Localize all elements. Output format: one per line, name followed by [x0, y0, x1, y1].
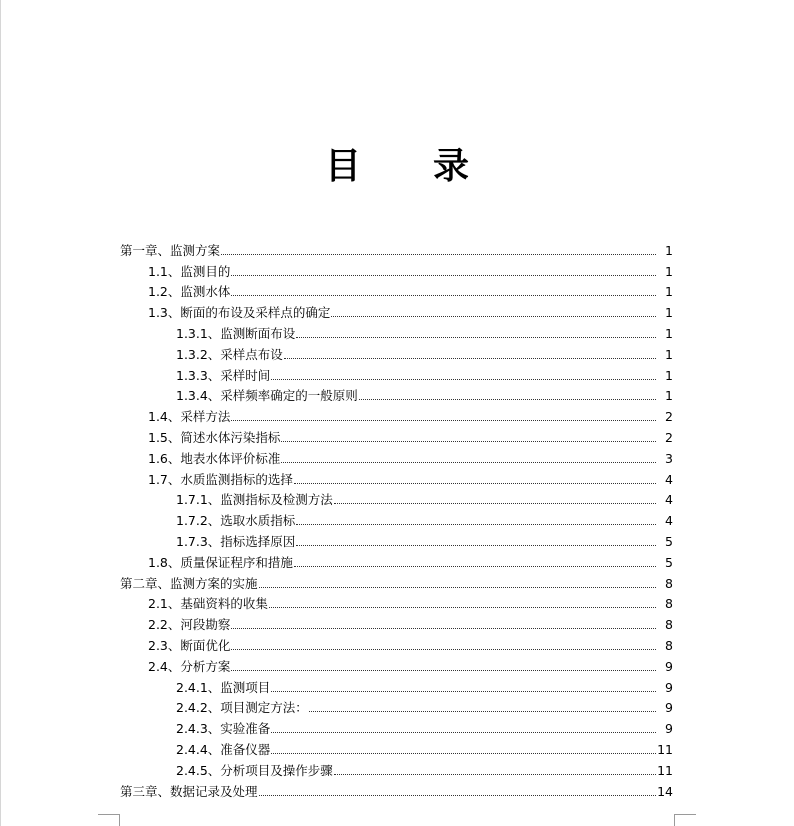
toc-page-number: 1 [665, 242, 673, 258]
toc-entry-text: 1.5、简述水体污染指标 [148, 429, 281, 445]
toc-entry[interactable] [0, 362, 794, 383]
toc-page-number: 5 [665, 533, 673, 549]
toc-entry-text: 2.4.1、监测项目 [176, 679, 271, 695]
toc-entry[interactable] [0, 549, 794, 570]
toc-entry-text: 第二章、监测方案的实施 [120, 575, 258, 591]
toc-dot-leader [231, 295, 656, 296]
toc-entry[interactable] [0, 611, 794, 632]
toc-title [0, 138, 794, 189]
toc-page-number: 11 [657, 741, 673, 757]
toc-dot-leader [231, 649, 656, 650]
toc-page-number: 8 [665, 637, 673, 653]
toc-entry[interactable] [0, 570, 794, 591]
toc-dot-leader [259, 795, 656, 796]
toc-page-number: 11 [657, 762, 673, 778]
toc-entry-text: 1.1、监测目的 [148, 263, 231, 279]
toc-page-number: 14 [657, 783, 673, 799]
toc-page-number: 5 [665, 554, 673, 570]
toc-dot-leader [296, 545, 656, 546]
toc-page-number: 1 [665, 367, 673, 383]
toc-title-char-1: 目 [324, 145, 361, 187]
toc-page-number: 4 [665, 471, 673, 487]
toc-dot-leader [284, 358, 656, 359]
toc-entry-text: 2.4.5、分析项目及操作步骤 [176, 762, 333, 778]
toc-entry[interactable] [0, 757, 794, 778]
toc-list [0, 237, 794, 799]
toc-entry[interactable] [0, 320, 794, 341]
toc-dot-leader [294, 483, 656, 484]
toc-dot-leader [271, 753, 656, 754]
toc-page-number: 2 [665, 409, 673, 425]
toc-entry-text: 2.1、基础资料的收集 [148, 596, 268, 612]
toc-dot-leader [296, 337, 656, 338]
toc-page-number: 1 [665, 305, 673, 321]
toc-dot-leader [231, 670, 656, 671]
toc-page-number: 1 [665, 263, 673, 279]
toc-dot-leader [271, 732, 656, 733]
toc-entry[interactable] [0, 403, 794, 424]
toc-entry-text: 1.4、采样方法 [148, 409, 231, 425]
toc-dot-leader [281, 441, 656, 442]
toc-entry[interactable] [0, 383, 794, 404]
toc-dot-leader [281, 462, 656, 463]
toc-entry[interactable] [0, 258, 794, 279]
toc-dot-leader [269, 607, 656, 608]
toc-entry-text: 第一章、监测方案 [120, 242, 221, 258]
toc-dot-leader [271, 379, 656, 380]
toc-entry-text: 2.2、河段勘察 [148, 617, 231, 633]
toc-dot-leader [259, 587, 656, 588]
toc-dot-leader [296, 524, 656, 525]
toc-entry-text: 1.6、地表水体评价标准 [148, 450, 281, 466]
toc-page-number: 2 [665, 429, 673, 445]
toc-entry[interactable] [0, 674, 794, 695]
toc-entry[interactable] [0, 341, 794, 362]
toc-entry[interactable] [0, 736, 794, 757]
toc-page-number: 9 [665, 679, 673, 695]
toc-entry[interactable] [0, 466, 794, 487]
toc-dot-leader [334, 774, 656, 775]
toc-page-number: 8 [665, 596, 673, 612]
toc-entry[interactable] [0, 487, 794, 508]
toc-entry-text: 1.3.1、监测断面布设 [176, 325, 296, 341]
toc-page-number: 1 [665, 388, 673, 404]
toc-dot-leader [231, 275, 656, 276]
toc-dot-leader [334, 503, 656, 504]
toc-page-number: 1 [665, 325, 673, 341]
toc-entry-text: 2.3、断面优化 [148, 637, 231, 653]
toc-entry-text: 1.7、水质监测指标的选择 [148, 471, 293, 487]
toc-dot-leader [359, 399, 656, 400]
toc-title-char-2: 录 [433, 145, 470, 187]
toc-entry[interactable] [0, 715, 794, 736]
toc-dot-leader [221, 254, 656, 255]
toc-entry[interactable] [0, 237, 794, 258]
toc-entry[interactable] [0, 591, 794, 612]
toc-entry-text: 1.3、断面的布设及采样点的确定 [148, 305, 331, 321]
toc-dot-leader [231, 628, 656, 629]
toc-dot-leader [271, 691, 656, 692]
toc-dot-leader [294, 566, 656, 567]
toc-entry-text: 1.3.4、采样频率确定的一般原则 [176, 388, 358, 404]
toc-dot-leader [309, 711, 656, 712]
toc-dot-leader [231, 420, 656, 421]
toc-page-number: 9 [665, 721, 673, 737]
toc-entry[interactable] [0, 653, 794, 674]
toc-page-number: 8 [665, 617, 673, 633]
toc-entry-text: 1.2、监测水体 [148, 284, 231, 300]
toc-entry-text: 1.7.3、指标选择原因 [176, 533, 296, 549]
toc-entry[interactable] [0, 632, 794, 653]
margin-mark-bottom-right [674, 814, 696, 826]
toc-entry-text: 1.3.2、采样点布设 [176, 346, 283, 362]
toc-entry[interactable] [0, 528, 794, 549]
toc-entry-text: 2.4.4、准备仪器 [176, 741, 271, 757]
toc-entry-text: 2.4、分析方案 [148, 658, 231, 674]
toc-entry[interactable] [0, 695, 794, 716]
toc-entry-text: 2.4.3、实验准备 [176, 721, 271, 737]
toc-entry[interactable] [0, 299, 794, 320]
toc-page-number: 9 [665, 658, 673, 674]
toc-entry[interactable] [0, 778, 794, 799]
toc-page-number: 1 [665, 346, 673, 362]
toc-entry[interactable] [0, 424, 794, 445]
toc-page-number: 9 [665, 700, 673, 716]
toc-entry-text: 1.3.3、采样时间 [176, 367, 271, 383]
toc-entry-text: 1.7.1、监测指标及检测方法 [176, 492, 333, 508]
toc-entry-text: 1.7.2、选取水质指标 [176, 513, 296, 529]
toc-page-number: 8 [665, 575, 673, 591]
toc-dot-leader [331, 316, 656, 317]
margin-mark-bottom-left [98, 814, 120, 826]
toc-entry-text: 2.4.2、项目测定方法： [176, 700, 308, 716]
toc-entry[interactable] [0, 507, 794, 528]
toc-entry[interactable] [0, 445, 794, 466]
toc-entry-text: 第三章、数据记录及处理 [120, 783, 258, 799]
toc-page-number: 1 [665, 284, 673, 300]
toc-page-number: 4 [665, 513, 673, 529]
toc-entry-text: 1.8、质量保证程序和措施 [148, 554, 293, 570]
toc-page-number: 3 [665, 450, 673, 466]
toc-entry[interactable] [0, 279, 794, 300]
toc-page-number: 4 [665, 492, 673, 508]
